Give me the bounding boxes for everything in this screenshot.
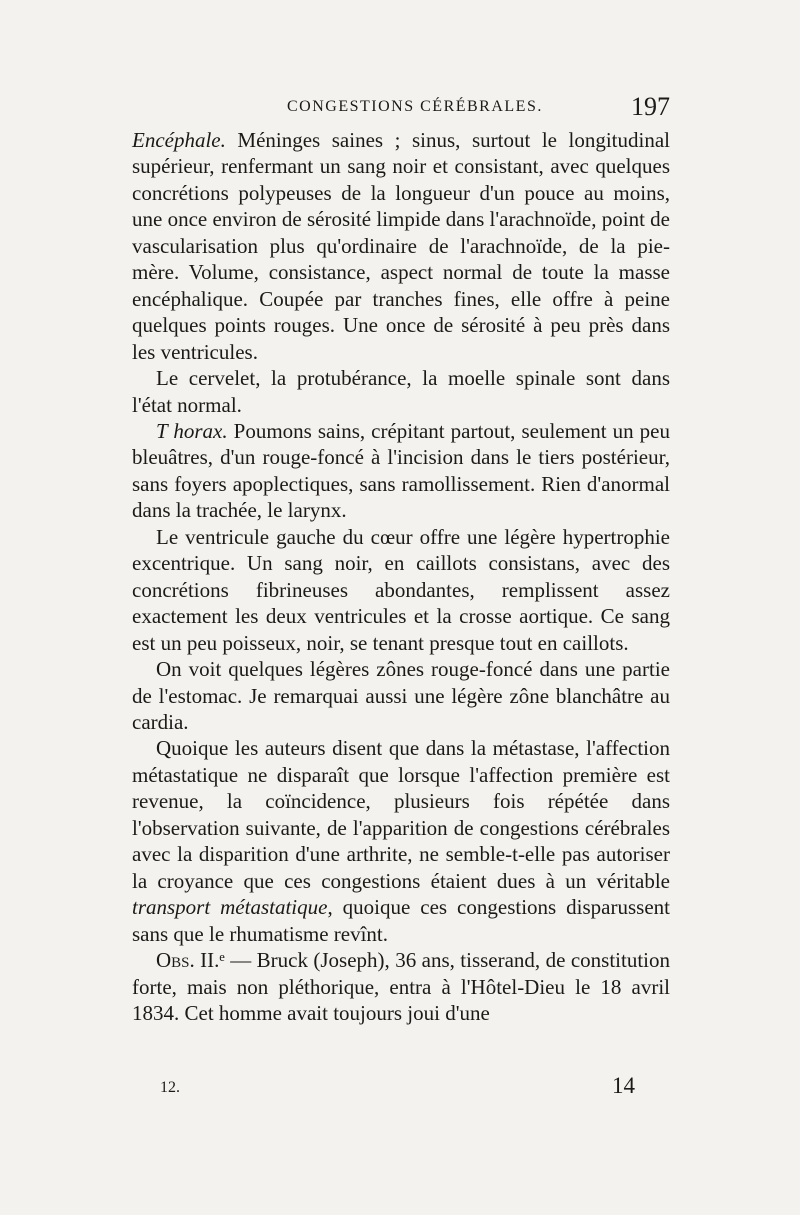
paragraph-coeur xyxy=(132,524,670,656)
paragraph-metastase xyxy=(132,735,670,947)
observation-lead: Obs. II.ᵉ xyxy=(156,948,225,973)
paragraph-observation xyxy=(132,947,670,1026)
paragraph-cervelet xyxy=(132,365,670,418)
paragraph-text: , quoique ces congestions disparussent sans que le rhumatisme revînt. xyxy=(132,895,670,946)
paragraph-text: Le cervelet, la protubérance, la moelle spinale sont dans l'état normal. xyxy=(132,366,670,417)
page-footer xyxy=(160,1073,635,1103)
emphasis-transport: transport métastatique xyxy=(132,895,328,920)
paragraph-text: On voit quelques légères zônes rouge-foncé dans une partie de l'estomac. Je remarquai aussi une légère zône blanchâtre au cardia. xyxy=(132,657,670,734)
section-lead-encephale: Encéphale. xyxy=(132,128,226,152)
paragraph-thorax xyxy=(132,418,670,524)
page-header xyxy=(132,92,670,122)
folio-number: 14 xyxy=(612,1073,635,1098)
body-text xyxy=(132,127,670,1026)
paragraph-text: Méninges saines ; sinus, surtout le longitudinal supérieur, renfermant un sang noir et consistant, avec quelques concrétions polypeuses de la longueur d'un pouce au moins, une once environ de sérosité limpide dans l'arachnoïde, point de vascularisation plus qu'ordinaire de l'arachnoïde, de la pie-mère. Volume, consistance, aspect normal de toute la masse encéphalique. Coupée par tranches fines, elle offre à peine quelques points rouges. Une once de sérosité à peu près dans les ventricules. xyxy=(132,128,670,364)
paragraph-text: — Bruck (Joseph), 36 ans, tisserand, de constitution forte, mais non pléthorique, entra à l'Hôtel-Dieu le 18 avril 1834. Cet homme avait toujours joui d'une xyxy=(132,948,670,1025)
section-lead-thorax: T horax. xyxy=(156,418,228,443)
signature-mark: 12. xyxy=(160,1079,180,1096)
paragraph-encephale xyxy=(132,127,670,365)
page-number: 197 xyxy=(631,92,670,121)
paragraph-text: Le ventricule gauche du cœur offre une légère hypertrophie excentrique. Un sang noir, en caillots consistans, avec des concrétions fibrineuses abondantes, remplissent assez exactement les deux ventricules et la crosse aortique. Ce sang est un peu poisseux, noir, se tenant presque tout en caillots. xyxy=(132,524,670,655)
paragraph-text: Quoique les auteurs disent que dans la métastase, l'affection métastatique ne disparaît que lorsque l'affection première est revenue, la coïncidence, plusieurs fois répétée dans l'observation suivante, de l'apparition de congestions cérébrales avec la disparition d'une arthrite, ne semble-t-elle pas autoriser la croyance que ces congestions étaient dues à un véritable xyxy=(132,736,670,893)
paragraph-text: Poumons sains, crépitant partout, seulement un peu bleuâtres, d'un rouge-foncé à l'incision dans le tiers postérieur, sans foyers apoplectiques, sans ramollissement. Rien d'anormal dans la trachée, le larynx. xyxy=(132,418,670,523)
running-title: CONGESTIONS CÉRÉBRALES. xyxy=(287,98,543,115)
paragraph-estomac xyxy=(132,656,670,735)
